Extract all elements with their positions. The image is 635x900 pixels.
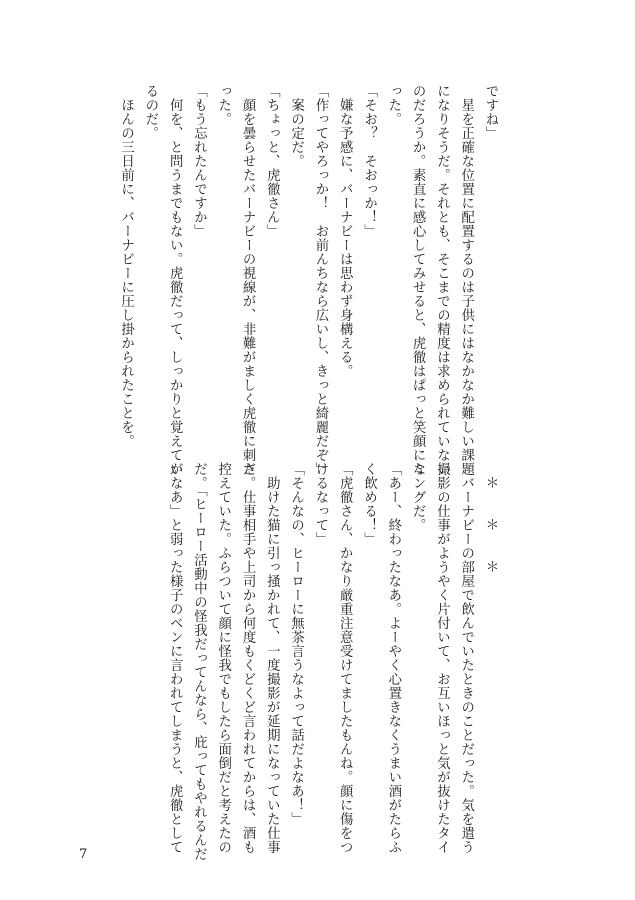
text-line: 顔を曇らせたバーナビーの視線が、非難がましく虎徹に刺さ	[240, 84, 256, 476]
text-line: く飲める！」	[361, 462, 377, 546]
text-line: 星を正確な位置に配置するのは子供にはなかなか難しい課題	[458, 84, 474, 476]
text-line: 「そお？ そおっか！」	[361, 84, 377, 238]
text-line: 撮影の仕事がようやく片付いて、お互いほっと気が抜けたタイ	[434, 462, 450, 854]
text-line: 「そんなの、ヒーローに無茶言うなよって話だよなあ！」	[288, 462, 304, 826]
text-line: 控えていた。ふらついて顔に怪我でもしたら面倒だと考えたの	[215, 462, 231, 854]
lower-text-block	[162, 462, 502, 862]
text-line: バーナビーの部屋で飲んでいたときのことだった。気を遣う	[458, 462, 474, 854]
text-line: 助けた猫に引っ掻かれて、一度撮影が延期になっていた仕事	[264, 462, 280, 854]
upper-text-block	[118, 84, 502, 476]
text-line: 「作ってやろっか！ お前んちなら広いし、きっと綺麗だぞ」	[312, 84, 328, 476]
page-number: 7	[79, 847, 88, 862]
text-line: 案の定だ。	[288, 84, 304, 168]
text-line: ほんの三日前に、バーナビーに圧し掛かられたことを。	[118, 84, 134, 448]
scene-break: ＊ ＊ ＊	[483, 476, 498, 574]
text-line: になりそうだ。それとも、そこまでの精度は求められていない	[434, 84, 450, 476]
text-line: けるなって」	[312, 462, 328, 546]
text-line: だ。「ヒーロー活動中の怪我だってんなら、庇ってもやれるんだ	[191, 462, 207, 862]
text-line: るのだ。	[142, 84, 158, 140]
text-line: った。	[215, 84, 231, 126]
text-line: ミングだ。	[410, 462, 426, 532]
text-line: のだろうか。素直に感心してみせると、虎徹はぱっと笑顔にな	[410, 84, 426, 476]
text-line: 「虎徹さん、かなり厳重注意受けてましたもんね。顔に傷をつ	[337, 462, 353, 854]
text-line: 「ちょっと、虎徹さん」	[264, 84, 280, 238]
text-line: がなあ」と弱った様子のベンに言われてしまうと、虎徹として	[167, 462, 183, 854]
text-line: 嫌な予感に、バーナビーは思わず身構える。	[337, 84, 353, 378]
text-line: だ。仕事相手や上司から何度もくどくど言われてからは、酒も	[240, 462, 256, 854]
text-line: 何を、と問うまでもない。虎徹だって、しっかりと覚えてい	[167, 84, 183, 476]
text-line: 「もう忘れたんですか」	[191, 84, 207, 238]
text-line: ですね」	[483, 84, 498, 140]
text-line: 「あー、終わったなあ。よーやく心置きなくうまい酒がたらふ	[385, 462, 401, 854]
text-line: った。	[385, 84, 401, 126]
